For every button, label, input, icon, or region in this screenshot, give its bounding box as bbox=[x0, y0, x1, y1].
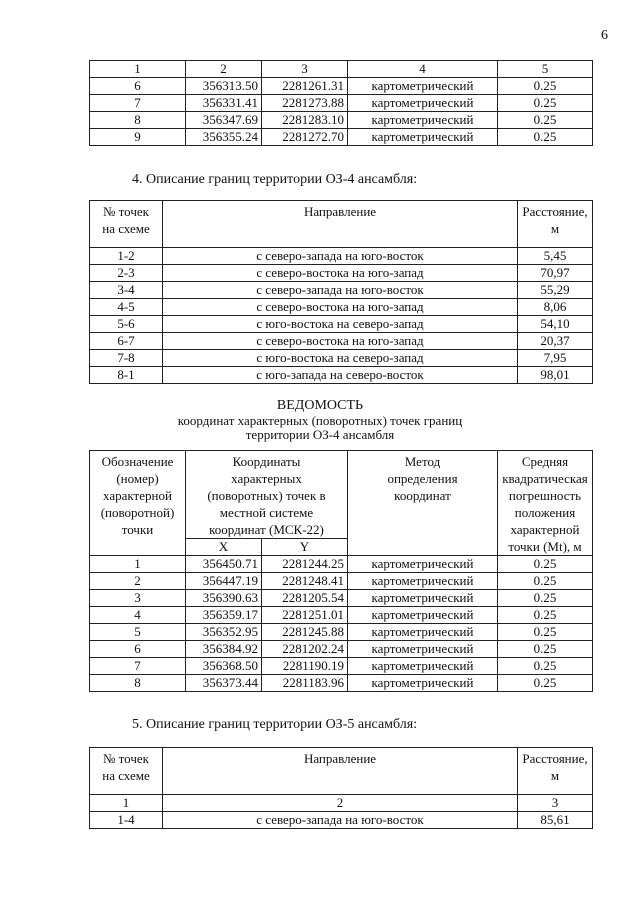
table-cell: картометрический bbox=[348, 641, 498, 658]
table-cell: с юго-востока на северо-запад bbox=[163, 316, 518, 333]
table-cell: с юго-востока на северо-запад bbox=[163, 350, 518, 367]
table-cell: 8 bbox=[90, 112, 186, 129]
table-cell: 7,95 bbox=[518, 350, 593, 367]
table-row bbox=[90, 573, 593, 590]
table-cell: 356331.41 bbox=[186, 95, 262, 112]
table-cell: картометрический bbox=[348, 573, 498, 590]
table-cell: 8-1 bbox=[90, 367, 163, 384]
table-row bbox=[90, 367, 593, 384]
vedomost-subtitle-1: координат характерных (поворотных) точек границ bbox=[177, 413, 463, 428]
table-cell: 5-6 bbox=[90, 316, 163, 333]
table-cell: 2281205.54 bbox=[262, 590, 348, 607]
page-number: 6 bbox=[601, 28, 608, 43]
table-row bbox=[90, 95, 593, 112]
table-cell: 356355.24 bbox=[186, 129, 262, 146]
table-cell: с северо-запада на юго-восток bbox=[163, 248, 518, 265]
boundary-table-oz4 bbox=[89, 200, 593, 384]
table-cell: 2281245.88 bbox=[262, 624, 348, 641]
table-cell: с юго-запада на северо-восток bbox=[163, 367, 518, 384]
table-header-row: № точек на схеме Направление Расстояние, м bbox=[90, 748, 593, 795]
table-cell: 356373.44 bbox=[186, 675, 262, 692]
table-cell: 2281244.25 bbox=[262, 556, 348, 573]
table-row bbox=[90, 112, 593, 129]
table-cell: 2-3 bbox=[90, 265, 163, 282]
table-cell: 2281283.10 bbox=[262, 112, 348, 129]
table-cell: картометрический bbox=[348, 95, 498, 112]
table-cell: 20,37 bbox=[518, 333, 593, 350]
table-cell: 6 bbox=[90, 78, 186, 95]
table-cell: 3 bbox=[90, 590, 186, 607]
table-cell: 356450.71 bbox=[186, 556, 262, 573]
table-number-row: 1 2 3 bbox=[90, 795, 593, 812]
section-4-heading: 4. Описание границ территории ОЗ-4 ансамбля: bbox=[132, 172, 418, 187]
table-cell: 0.25 bbox=[498, 658, 593, 675]
table-cell: 356447.19 bbox=[186, 573, 262, 590]
table-row bbox=[90, 316, 593, 333]
table-cell: 0.25 bbox=[498, 78, 593, 95]
table-cell: 2281248.41 bbox=[262, 573, 348, 590]
table-row bbox=[90, 282, 593, 299]
table-cell: 0.25 bbox=[498, 556, 593, 573]
table-cell: 6 bbox=[90, 641, 186, 658]
table-cell: 0.25 bbox=[498, 675, 593, 692]
table-cell: 356359.17 bbox=[186, 607, 262, 624]
table-cell: 356313.50 bbox=[186, 78, 262, 95]
table-cell: картометрический bbox=[348, 129, 498, 146]
table-cell: 4-5 bbox=[90, 299, 163, 316]
table-cell: 356384.92 bbox=[186, 641, 262, 658]
table-row bbox=[90, 333, 593, 350]
table-cell: 0.25 bbox=[498, 624, 593, 641]
table-row bbox=[90, 299, 593, 316]
table-cell: 2281202.24 bbox=[262, 641, 348, 658]
table-cell: 5,45 bbox=[518, 248, 593, 265]
table-cell: с северо-востока на юго-запад bbox=[163, 333, 518, 350]
table-cell: 0.25 bbox=[498, 112, 593, 129]
table-cell: 356390.63 bbox=[186, 590, 262, 607]
table-cell: 2281183.96 bbox=[262, 675, 348, 692]
table-cell: 6-7 bbox=[90, 333, 163, 350]
table-cell: 70,97 bbox=[518, 265, 593, 282]
table-cell: 2281261.31 bbox=[262, 78, 348, 95]
table-cell: 0.25 bbox=[498, 129, 593, 146]
vedomost-title: ВЕДОМОСТЬ bbox=[276, 398, 364, 413]
table-cell: картометрический bbox=[348, 675, 498, 692]
table-row bbox=[90, 129, 593, 146]
table-cell: 2281273.88 bbox=[262, 95, 348, 112]
table-cell: 8,06 bbox=[518, 299, 593, 316]
table-row bbox=[90, 675, 593, 692]
table-cell: 2281251.01 bbox=[262, 607, 348, 624]
table-header-row: Обозначение (номер) характерной (поворотной) точки Координаты характерных (поворотных) точек в местной системе координат (МСК-22) Метод определения координат Средняя квадратическая погрешность положения характерной точки (Mt), м bbox=[90, 451, 593, 539]
table-cell: 98,01 bbox=[518, 367, 593, 384]
table-cell: 2281190.19 bbox=[262, 658, 348, 675]
table-header-subrow: X Y bbox=[90, 539, 593, 556]
table-row bbox=[90, 556, 593, 573]
table-cell: 0.25 bbox=[498, 641, 593, 658]
table-cell: 356368.50 bbox=[186, 658, 262, 675]
table-cell: 4 bbox=[90, 607, 186, 624]
table-cell: 356352.95 bbox=[186, 624, 262, 641]
table-row bbox=[90, 658, 593, 675]
table-cell: 0.25 bbox=[498, 573, 593, 590]
table-cell: 2281272.70 bbox=[262, 129, 348, 146]
table-row bbox=[90, 78, 593, 95]
table-cell: картометрический bbox=[348, 78, 498, 95]
table-cell: 3-4 bbox=[90, 282, 163, 299]
table-cell: 1 bbox=[90, 556, 186, 573]
table-cell: с северо-востока на юго-запад bbox=[163, 265, 518, 282]
table-cell: 7 bbox=[90, 658, 186, 675]
table-row bbox=[90, 812, 593, 829]
table-header-row: № точек на схеме Направление Расстояние, м bbox=[90, 201, 593, 248]
table-cell: картометрический bbox=[348, 658, 498, 675]
table-row bbox=[90, 248, 593, 265]
table-cell: картометрический bbox=[348, 556, 498, 573]
table-row bbox=[90, 641, 593, 658]
section-5-heading: 5. Описание границ территории ОЗ-5 ансамбля: bbox=[132, 717, 418, 732]
table-cell: 1-2 bbox=[90, 248, 163, 265]
table-cell: 7 bbox=[90, 95, 186, 112]
table-cell: картометрический bbox=[348, 590, 498, 607]
table-cell: 9 bbox=[90, 129, 186, 146]
table-cell: 1-4 bbox=[90, 812, 163, 829]
table-cell: картометрический bbox=[348, 624, 498, 641]
table-cell: 5 bbox=[90, 624, 186, 641]
table-cell: 0.25 bbox=[498, 590, 593, 607]
table-cell: 55,29 bbox=[518, 282, 593, 299]
table-cell: 2 bbox=[90, 573, 186, 590]
table-cell: 85,61 bbox=[518, 812, 593, 829]
table-header-row: 1 2 3 4 5 bbox=[90, 61, 593, 78]
table-row bbox=[90, 350, 593, 367]
vedomost-coords-table bbox=[89, 450, 593, 692]
table-cell: картометрический bbox=[348, 112, 498, 129]
table-cell: с северо-запада на юго-восток bbox=[163, 282, 518, 299]
table-row bbox=[90, 590, 593, 607]
table-cell: 356347.69 bbox=[186, 112, 262, 129]
table-row bbox=[90, 265, 593, 282]
table-cell: картометрический bbox=[348, 607, 498, 624]
table-cell: 0.25 bbox=[498, 95, 593, 112]
table-cell: 7-8 bbox=[90, 350, 163, 367]
table-row bbox=[90, 607, 593, 624]
table-row bbox=[90, 624, 593, 641]
vedomost-subtitle-2: территории ОЗ-4 ансамбля bbox=[245, 427, 395, 442]
table-cell: с северо-востока на юго-запад bbox=[163, 299, 518, 316]
table-cell: 8 bbox=[90, 675, 186, 692]
table-cell: 54,10 bbox=[518, 316, 593, 333]
table-cell: 0.25 bbox=[498, 607, 593, 624]
boundary-table-oz5 bbox=[89, 747, 593, 829]
coords-table-continued bbox=[89, 60, 593, 146]
table-cell: с северо-запада на юго-восток bbox=[163, 812, 518, 829]
